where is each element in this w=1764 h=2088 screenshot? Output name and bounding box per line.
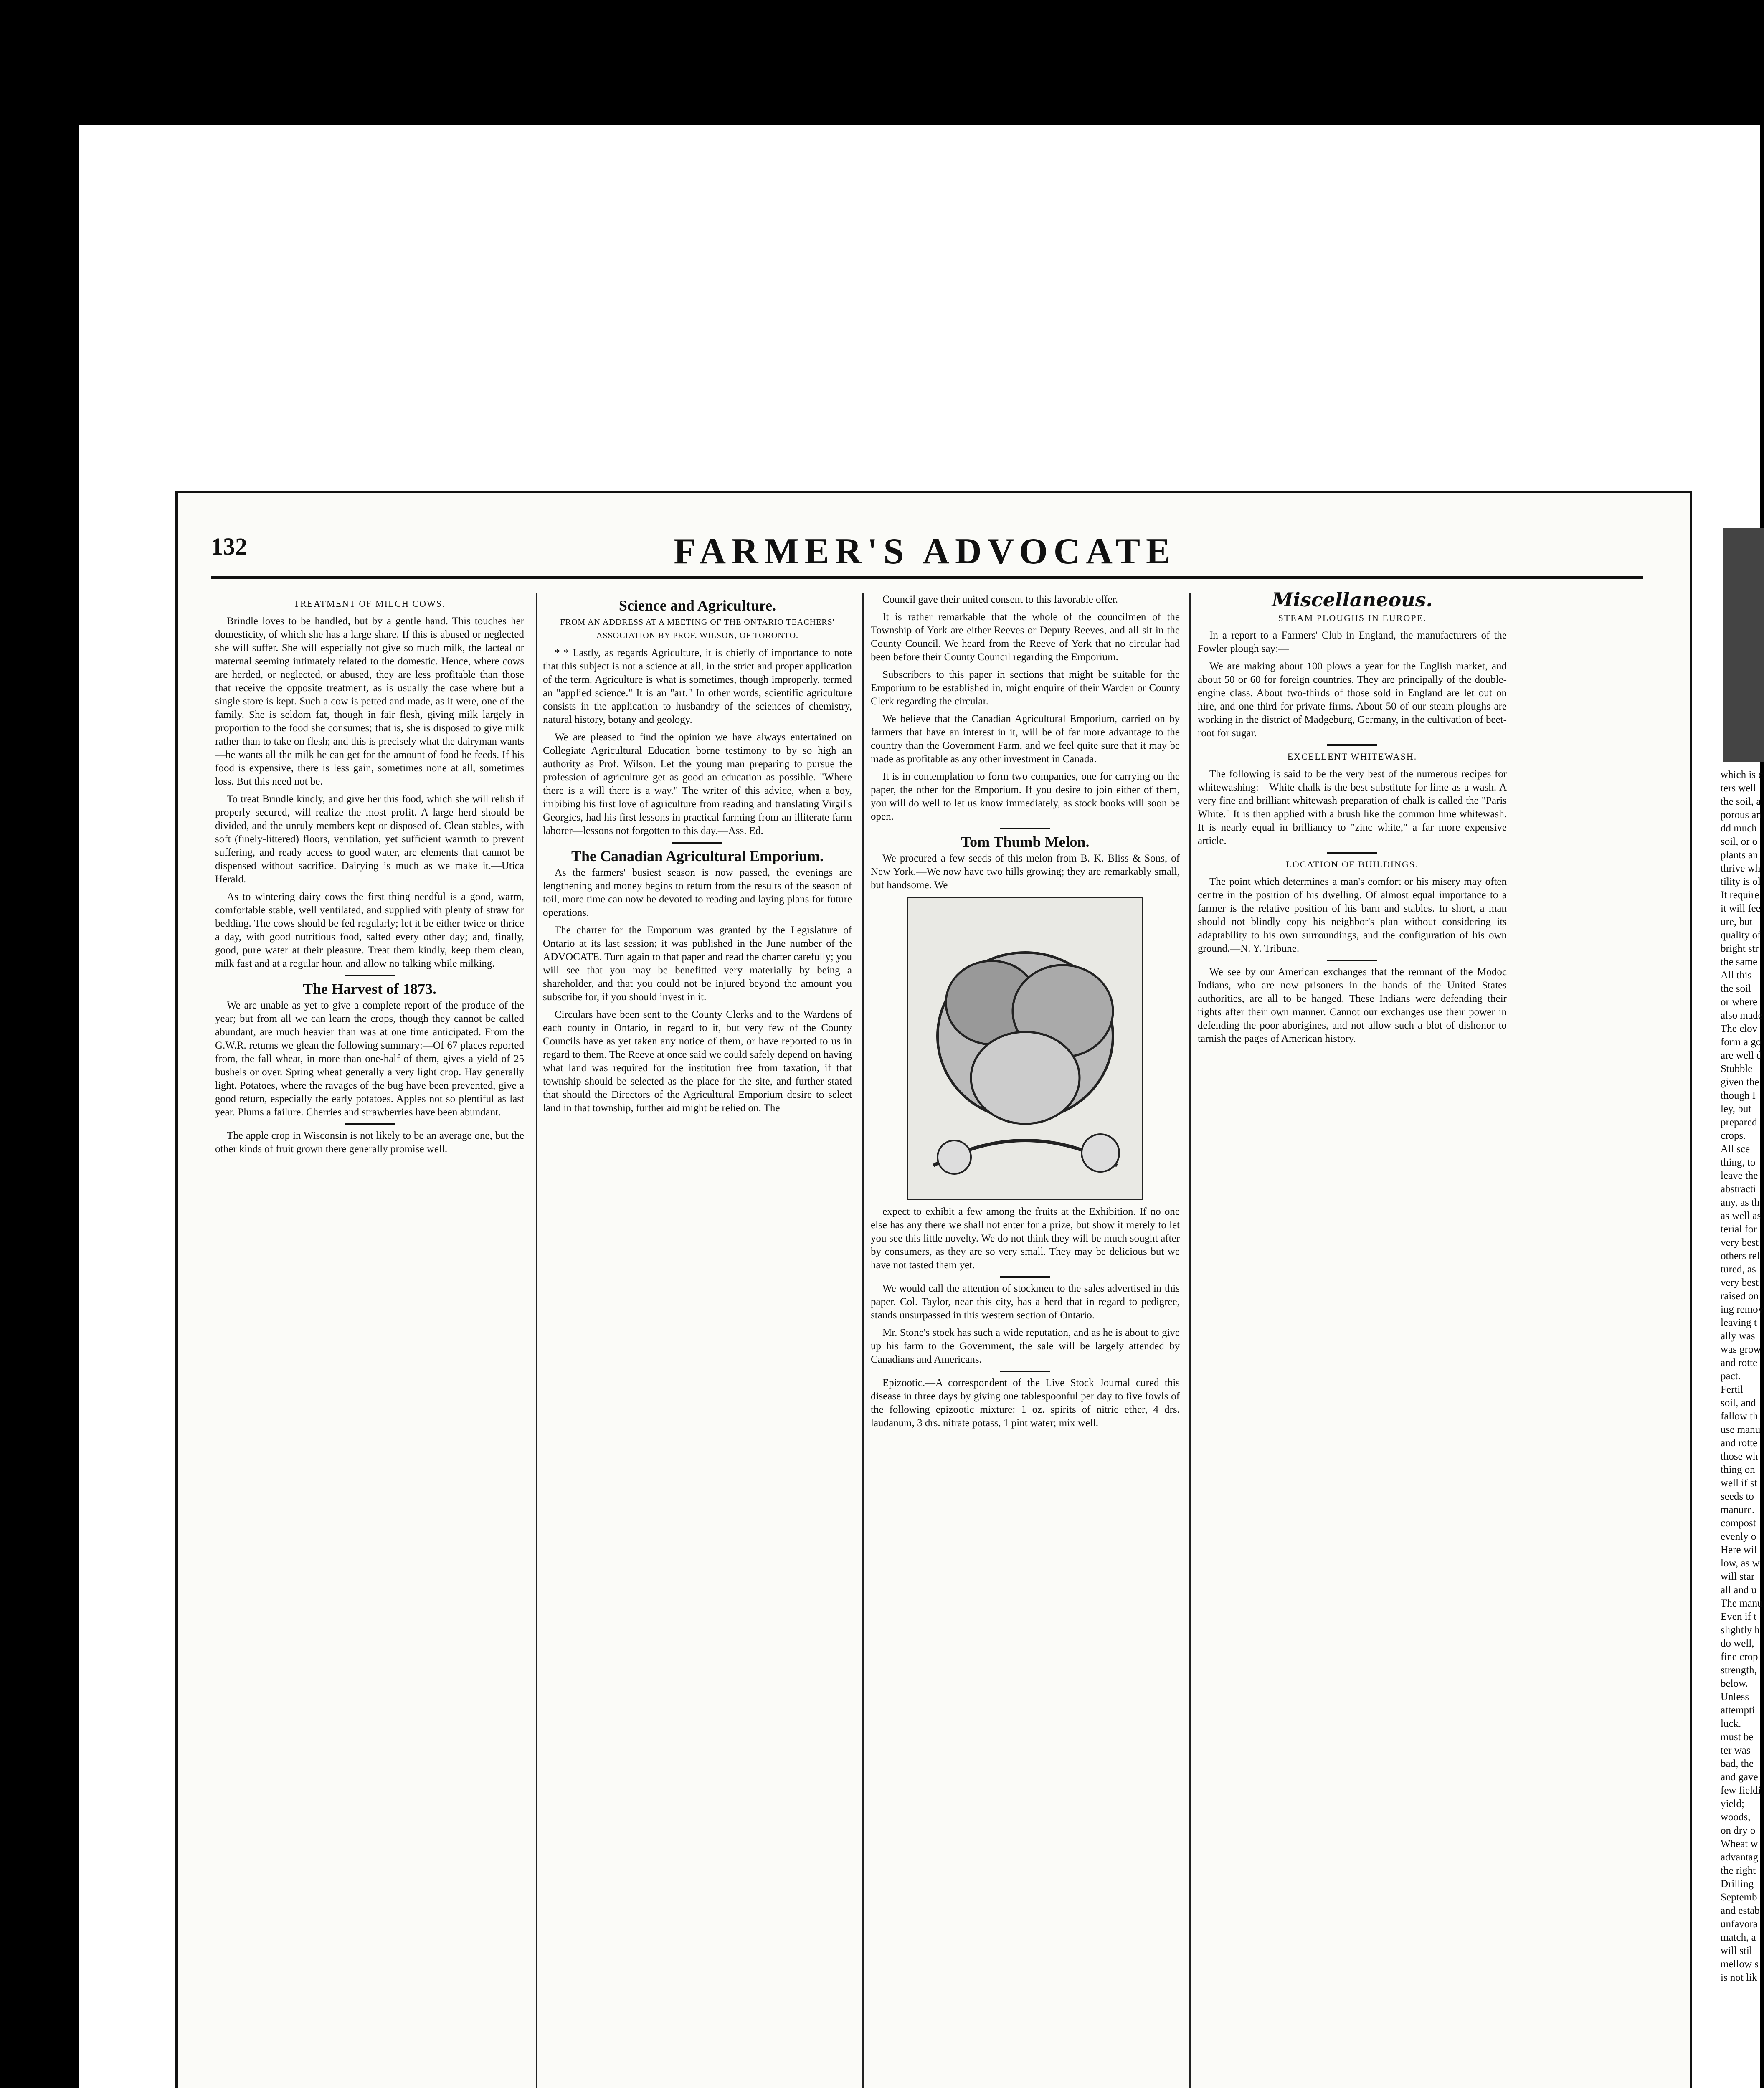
article-heading-harvest: The Harvest of 1873. bbox=[303, 981, 436, 997]
fragment-line: and rotte bbox=[1721, 1437, 1758, 1449]
fragment-line: ure, but bbox=[1721, 916, 1753, 927]
fragment-line: as well as bbox=[1721, 1210, 1761, 1221]
scan-border-left bbox=[0, 0, 75, 2088]
section-heading-miscellaneous: Miscellaneous. bbox=[1272, 588, 1433, 611]
fragment-line: low, as w bbox=[1721, 1558, 1760, 1569]
fragment-line: unfavora bbox=[1721, 1918, 1758, 1930]
article-heading-science: Science and Agriculture. bbox=[618, 597, 776, 614]
fragment-line: will stil bbox=[1721, 1945, 1752, 1956]
article-heading-location: LOCATION OF BUILDINGS. bbox=[1286, 859, 1419, 869]
fragment-line: compost bbox=[1721, 1518, 1756, 1529]
fragment-line: Here wil bbox=[1721, 1544, 1757, 1556]
paragraph: The point which determines a man's comfort or his misery may often centre in the position of his dwelling. Of almost equal importance to a farmer is the relative position of his barn and stables. In short, a man should not blindly copy his neighbor's plan without considering its adaptability to his own surroundings, and the configuration of his own ground.—N. Y. Tribune. bbox=[1198, 876, 1507, 954]
fragment-line: leaving t bbox=[1721, 1317, 1757, 1328]
fragment-line: thing on bbox=[1721, 1464, 1755, 1475]
paragraph: It is in contemplation to form two companies, one for carrying on the paper, the other for the Emporium. If you desire to join either of them, you will do well to let us know immediately, as stock books will soon be open. bbox=[871, 771, 1180, 822]
fragment-line: tility is ol bbox=[1721, 876, 1761, 887]
article-heading-melon: Tom Thumb Melon. bbox=[961, 834, 1090, 850]
fragment-line: Fertil bbox=[1721, 1384, 1744, 1395]
fragment-line: Septemb bbox=[1721, 1892, 1757, 1903]
fragment-line: ley, but bbox=[1721, 1103, 1751, 1115]
fragment-line: others rel bbox=[1721, 1250, 1760, 1262]
fragment-line: seeds to bbox=[1721, 1491, 1754, 1502]
fragment-line: The clov bbox=[1721, 1023, 1758, 1034]
fragment-line: soil, or o bbox=[1721, 836, 1758, 847]
column-2 bbox=[543, 593, 852, 1119]
fragment-line: will star bbox=[1721, 1571, 1755, 1582]
fragment-line: raised on bbox=[1721, 1290, 1759, 1302]
fragment-line: terial for bbox=[1721, 1224, 1757, 1235]
separator bbox=[1000, 1371, 1050, 1372]
adjacent-page-fragment bbox=[1721, 768, 1764, 2088]
paragraph: We see by our American exchanges that the remnant of the Modoc Indians, who are now prisoners in the hands of the United States authorities, are all to be hanged. These Indians were defending their rights after their own manner. Cannot our exchanges use their power in defending the poor aborigines, and not allow such a blot of dishonor to tarnish the pages of American history. bbox=[1198, 966, 1507, 1044]
fragment-line: do well, bbox=[1721, 1638, 1754, 1649]
fragment-line: the same bbox=[1721, 956, 1758, 968]
fragment-line: porous an bbox=[1721, 809, 1761, 821]
paragraph: Epizootic.—A correspondent of the Live Stock Journal cured this disease in three days by giving one tablespoonful per day to five fowls of the following epizootic mixture: 1 oz. spirits of nitric ether, 4 drs. laudanum, 3 drs. nitrate potass, 1 pint water; mix well. bbox=[871, 1377, 1180, 1429]
separator bbox=[1327, 744, 1377, 746]
paragraph: expect to exhibit a few among the fruits at the Exhibition. If no one else has any there we shall not enter for a prize, but show it merely to let you see this little novelty. We do not think they will be much sought after by consumers, as they are so very small. They may be delicious but we have not tasted them yet. bbox=[871, 1206, 1180, 1271]
fragment-line: is not lik bbox=[1721, 1972, 1757, 1983]
paragraph: The charter for the Emporium was granted by the Legislature of Ontario at its last session; it was published in the June number of the ADVOCATE. Turn again to that paper and read the charter carefully; you will see that you may be benefitted very materially by being a shareholder, and that you could not be injured beyond the amount you subscribe for, if you should invest in it. bbox=[543, 925, 852, 1003]
paragraph: We are pleased to find the opinion we have always entertained on Collegiate Agricultural Education borne testimony to by so high an authority as Prof. Wilson. Let the young man preparing to pursue the profession of agriculture get as good an education as possible. "Where there is a will there is a way." The writer of this advice, when a boy, imbibing his first love of agriculture from reading and translating Virgil's Georgics, had his first lessons in practical farming from an illiterate farm laborer—lessons not forgotten to this day.—Ass. Ed. bbox=[543, 732, 852, 836]
fragment-line: must be bbox=[1721, 1731, 1754, 1743]
fragment-line: luck. bbox=[1721, 1718, 1741, 1729]
column-1 bbox=[215, 593, 524, 1160]
masthead-title: FARMER'S ADVOCATE bbox=[674, 531, 1176, 572]
fragment-line: are well d bbox=[1721, 1050, 1762, 1061]
paragraph: We are making about 100 plows a year for the English market, and about 50 or 60 for foreign countries. They are principally of the double-engine class. About two-thirds of those sold in England are let out on hire, and one-third for private firms. About 50 of our steam ploughs are working in the district of Madgeburg, Germany, in the cultivation of beet-root for sugar. bbox=[1198, 661, 1507, 739]
fragment-line: Wheat w bbox=[1721, 1838, 1758, 1850]
separator bbox=[1000, 1276, 1050, 1278]
fragment-line: bright str bbox=[1721, 943, 1759, 954]
separator bbox=[1327, 960, 1377, 961]
fragment-line: thrive wh bbox=[1721, 863, 1761, 874]
fragment-line: dd much bbox=[1721, 823, 1757, 834]
fragment-line: crops. bbox=[1721, 1130, 1746, 1141]
column-rule bbox=[536, 593, 537, 2088]
masthead-rule bbox=[211, 576, 1643, 579]
fragment-line: ally was bbox=[1721, 1330, 1755, 1342]
fragment-line: ter was bbox=[1721, 1745, 1751, 1756]
paragraph: Circulars have been sent to the County Clerks and to the Wardens of each county in Ontario, in regard to it, but very few of the County Councils have as yet taken any notice of them, or have reported to us in regard to them. The Reeve at once said we could safely depend on having what land was required for the institution free from taxation, if that township should be selected as the place for the site, and further stated that should the Directors of the Agricultural Emporium desire to select land in that township, further aid might be relied on. The bbox=[543, 1009, 852, 1114]
fragment-line: strength, bbox=[1721, 1665, 1757, 1676]
fragment-line: and estab bbox=[1721, 1905, 1760, 1916]
fragment-line: all and u bbox=[1721, 1584, 1757, 1596]
fragment-line: All sce bbox=[1721, 1143, 1750, 1155]
paragraph: Brindle loves to be handled, but by a gentle hand. This touches her domesticity, of which she has a large share. If this is abused or neglected she will suffer. She will especially not give so much milk, the lacteal or maternal seeming intimately related to the domestic. Hence, where cows are herded, or neglected, or abused, they are less profitable than those that receive the opposite treatment, as is usually the case where but a single store is kept. Such a cow is petted and made, as it were, one of the family. She is seldom fat, though in fair flesh, giving milk largely in proportion to the food she consumes; that is, she is disposed to give milk rather than to take on flesh; and this is precisely what the dairyman wants—he wants all the milk he can get for the amount of food he feeds. If his food is expensive, there is less gain, sometimes none at all, sometimes loss. But this need not be. bbox=[215, 616, 524, 787]
column-rule bbox=[1189, 593, 1191, 2088]
melon-illustration bbox=[907, 897, 1143, 1200]
fragment-line: The manu bbox=[1721, 1598, 1763, 1609]
fragment-line: on dry o bbox=[1721, 1825, 1756, 1836]
ornament-engraving bbox=[1723, 528, 1764, 762]
paragraph: We are unable as yet to give a complete report of the produce of the year; but from all we can learn the crops, though they cannot be called abundant, are much heavier than was at one time anticipated. From the G.W.R. returns we glean the following summary:—Of 67 places reported from, the fall wheat, in more than one-half of them, gives a yield of 25 bushels or over. Spring wheat generally a very light crop. Hay generally light. Potatoes, where the ravages of the bug have been prevented, give a good return, especially the early potatoes. Apples not so plentiful as last year. Plums a failure. Cherries and strawberries have been abundant. bbox=[215, 1000, 524, 1118]
fragment-line: Stubble bbox=[1721, 1063, 1753, 1074]
fragment-line: yield; bbox=[1721, 1798, 1744, 1809]
fragment-line: tured, as bbox=[1721, 1264, 1756, 1275]
fragment-line: Drilling bbox=[1721, 1878, 1754, 1890]
fragment-line: which is c bbox=[1721, 769, 1763, 780]
fragment-line: evenly o bbox=[1721, 1531, 1756, 1542]
fragment-line: quality of bbox=[1721, 930, 1761, 941]
paragraph: The following is said to be the very best of the numerous recipes for whitewashing:—White chalk is the best substitute for lime as a wash. A very fine and brilliant whitewash preparation of chalk is called the "Paris White." It is then applied with a brush like the common lime whitewash. It is nearly equal in brilliancy to "zinc white," a far more expensive article. bbox=[1198, 768, 1507, 846]
paragraph: We would call the attention of stockmen to the sales advertised in this paper. Col. Taylor, near this city, has a herd that in regard to pedigree, stands unsurpassed in this western section of Ontario. bbox=[871, 1283, 1180, 1321]
fragment-line: It require bbox=[1721, 889, 1759, 901]
fragment-line: form a go bbox=[1721, 1036, 1761, 1048]
fragment-line: though I bbox=[1721, 1090, 1756, 1101]
fragment-line: and gave bbox=[1721, 1771, 1758, 1783]
separator bbox=[672, 842, 722, 844]
paragraph: The apple crop in Wisconsin is not likely to be an average one, but the other kinds of fruit grown there generally promise well. bbox=[215, 1130, 524, 1155]
paragraph: * * Lastly, as regards Agriculture, it is chiefly of importance to note that this subject is not a science at all, in the strict and proper application of the term. Agriculture is what is sometimes, though improperly, termed an "applied science." It is an "art." In other words, scientific agriculture consists in the application to husbandry of the sciences of chemistry, natural history, botany and geology. bbox=[543, 647, 852, 725]
page-number: 132 bbox=[211, 533, 247, 560]
column-rule bbox=[862, 593, 864, 2088]
fragment-line: also made bbox=[1721, 1010, 1763, 1021]
article-subheading: FROM AN ADDRESS AT A MEETING OF THE ONTARIO TEACHERS' ASSOCIATION BY PROF. WILSON, OF TORONTO. bbox=[560, 618, 835, 640]
paragraph: Mr. Stone's stock has such a wide reputation, and as he is about to give up his farm to the Government, the sale will be largely attended by Canadians and Americans. bbox=[871, 1327, 1180, 1365]
separator bbox=[1000, 828, 1050, 829]
paragraph: We procured a few seeds of this melon from B. K. Bliss & Sons, of New York.—We now have two hills growing; they are remarkably small, but handsome. We bbox=[871, 853, 1180, 891]
fragment-line: given the bbox=[1721, 1077, 1759, 1088]
fragment-line: use manu bbox=[1721, 1424, 1761, 1435]
fragment-line: abstracti bbox=[1721, 1183, 1756, 1195]
paragraph: We believe that the Canadian Agricultural Emporium, carried on by farmers that have an interest in it, will be of far more advantage to the country than the Government Farm, and we feel quite sure that it may be made as profitable as any other investment in Canada. bbox=[871, 713, 1180, 765]
fragment-line: very best bbox=[1721, 1277, 1759, 1288]
fragment-line: prepared bbox=[1721, 1117, 1757, 1128]
fragment-line: the soil bbox=[1721, 983, 1751, 994]
fragment-line: ters well bbox=[1721, 783, 1756, 794]
article-heading-steam-ploughs: STEAM PLOUGHS IN EUROPE. bbox=[1278, 613, 1427, 623]
fragment-line: those wh bbox=[1721, 1451, 1758, 1462]
fragment-line: soil, and bbox=[1721, 1397, 1756, 1409]
paragraph: In a report to a Farmers' Club in England, the manufacturers of the Fowler plough say:— bbox=[1198, 630, 1507, 654]
fragment-line: thing, to bbox=[1721, 1157, 1756, 1168]
paragraph: As to wintering dairy cows the first thing needful is a good, warm, comfortable stable, well ventilated, and supplied with plenty of straw for bedding. The cows should be fed regularly; let it be either twice or thrice a day, with good nutritious food, salted every other day; and, finally, good, pure water at their pleasure. Treat them kindly, keep them clean, milk fast and at a regular hour, and allow no talking while milking. bbox=[215, 891, 524, 969]
fragment-line: below. bbox=[1721, 1678, 1748, 1689]
separator bbox=[345, 1123, 395, 1125]
fragment-line: any, as th bbox=[1721, 1197, 1760, 1208]
paragraph: Subscribers to this paper in sections that might be suitable for the Emporium to be established in, might enquire of their Warden or County Clerk regarding the circular. bbox=[871, 669, 1180, 707]
fragment-line: was grow bbox=[1721, 1344, 1761, 1355]
paragraph: To treat Brindle kindly, and give her this food, which she will relish if properly secured, will realize the most profit. A large herd should be divided, and the unruly members kept or disposed of. Clean stables, with soft (finely-littered) floors, ventilation, yet sufficient warmth to prevent suffering, and ready access to good water, are elements that cannot be dispensed without sacrifice. Dairying is much as we make it.—Utica Herald. bbox=[215, 793, 524, 885]
fragment-line: Even if t bbox=[1721, 1611, 1757, 1622]
fragment-line: pact. bbox=[1721, 1371, 1741, 1382]
article-heading-emporium: The Canadian Agricultural Emporium. bbox=[571, 848, 824, 864]
fragment-line: fine crop bbox=[1721, 1651, 1758, 1662]
fragment-line: Unless bbox=[1721, 1691, 1749, 1703]
fragment-line: woods, bbox=[1721, 1812, 1751, 1823]
fragment-line: the soil, a bbox=[1721, 796, 1761, 807]
fragment-line: very best bbox=[1721, 1237, 1759, 1248]
separator bbox=[345, 975, 395, 976]
fragment-line: manure. bbox=[1721, 1504, 1755, 1515]
scan-border-top bbox=[0, 0, 1764, 125]
fragment-line: mellow s bbox=[1721, 1959, 1759, 1970]
fragment-line: it will fee bbox=[1721, 903, 1761, 914]
fragment-line: leave the bbox=[1721, 1170, 1758, 1181]
fragment-line: or where bbox=[1721, 996, 1758, 1008]
fragment-line: few fieldi bbox=[1721, 1785, 1761, 1796]
fragment-line: ing remov bbox=[1721, 1304, 1764, 1315]
fragment-line: slightly h bbox=[1721, 1624, 1760, 1636]
article-heading-whitewash: EXCELLENT WHITEWASH. bbox=[1287, 751, 1417, 762]
fragment-line: plants an bbox=[1721, 849, 1758, 861]
fragment-line: match, a bbox=[1721, 1932, 1756, 1943]
fragment-line: well if st bbox=[1721, 1477, 1757, 1489]
column-4 bbox=[1198, 588, 1507, 1050]
paragraph: As the farmers' busiest season is now passed, the evenings are lengthening and money begins to return from the results of the season of toil, more time can now be devoted to reading and laying plans for future operations. bbox=[543, 867, 852, 918]
paragraph: It is rather remarkable that the whole of the councilmen of the Township of York are either Reeves or Deputy Reeves, and all sit in the County Council. We heard from the Reeve of York that no circular had been before their County Council regarding the Emporium. bbox=[871, 611, 1180, 663]
paragraph: Council gave their united consent to this favorable offer. bbox=[882, 594, 1118, 605]
fragment-line: the right bbox=[1721, 1865, 1756, 1876]
article-heading-milch-cows: TREATMENT OF MILCH COWS. bbox=[294, 598, 446, 609]
fragment-line: and rotte bbox=[1721, 1357, 1758, 1368]
fragment-line: bad, the bbox=[1721, 1758, 1754, 1769]
fragment-line: All this bbox=[1721, 970, 1752, 981]
separator bbox=[1327, 852, 1377, 854]
fragment-line: advantag bbox=[1721, 1852, 1759, 1863]
fragment-line: attempti bbox=[1721, 1705, 1755, 1716]
fragment-line: fallow th bbox=[1721, 1411, 1758, 1422]
column-3 bbox=[871, 593, 1180, 1434]
